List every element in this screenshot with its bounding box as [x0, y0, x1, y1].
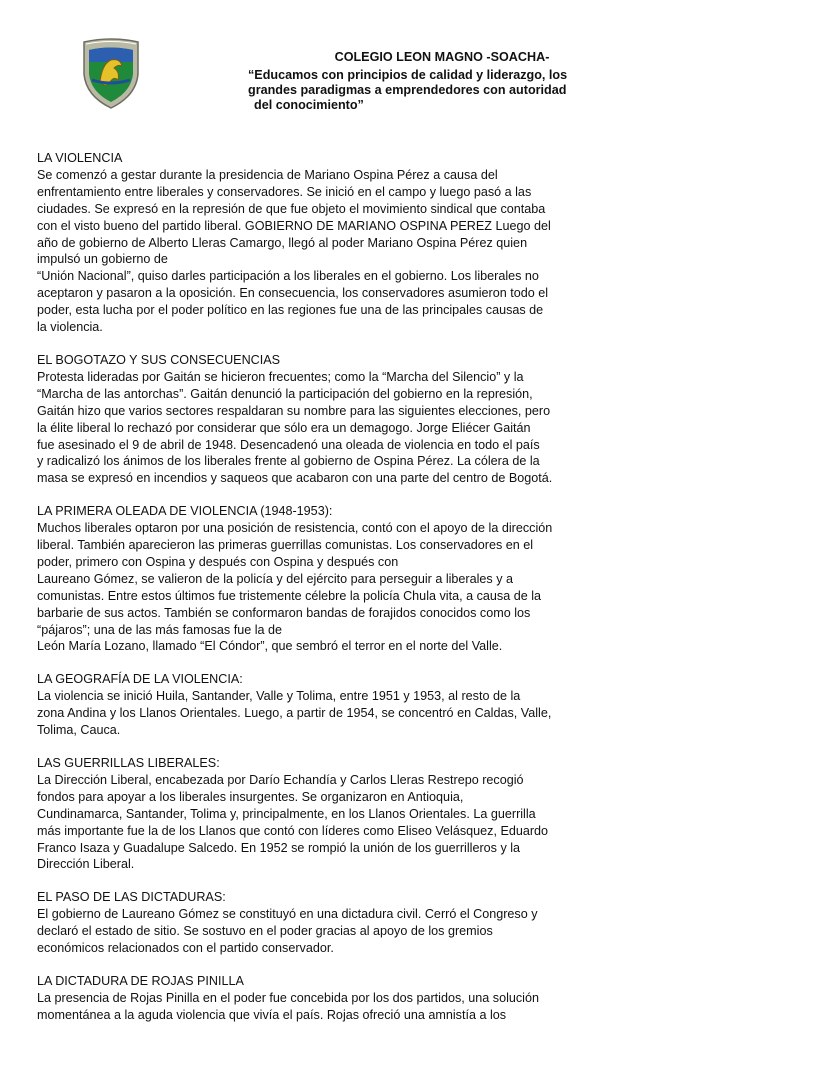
section-title: EL PASO DE LAS DICTADURAS:	[37, 890, 226, 905]
paragraph-line: “pájaros”; una de las más famosas fue la de	[37, 622, 283, 637]
paragraph-line: momentánea a la aguda violencia que vivía el país. Rojas ofreció una amnistía a los	[37, 1007, 507, 1022]
paragraph-line: la élite liberal lo rechazó por considerar que sólo era un demagogo. Jorge Eliécer Gaitán	[37, 420, 531, 435]
paragraph-line: León María Lozano, llamado “El Cóndor”, que sembró el terror en el norte del Valle.	[37, 639, 503, 654]
paragraph-line: liberal. También aparecieron las primeras guerrillas comunistas. Los conservadores en el	[37, 538, 534, 553]
section-la-violencia	[37, 150, 597, 336]
paragraph-line: poder, primero con Ospina y después con Ospina y después con	[37, 554, 399, 569]
paragraph-line: Muchos liberales optaron por una posición de resistencia, contó con el apoyo de la dirección	[37, 521, 553, 536]
section-paso-dictaduras	[37, 889, 597, 957]
section-title: LAS GUERRILLAS LIBERALES:	[37, 756, 220, 770]
section-title: LA DICTADURA DE ROJAS PINILLA	[37, 973, 244, 988]
paragraph-line: poder, esta lucha por el poder político en las regiones fue una de las principales causas de	[37, 303, 544, 318]
section-geografia	[37, 671, 597, 739]
paragraph-line: fue asesinado el 9 de abril de 1948. Desencadenó una oleada de violencia en todo el país	[37, 437, 540, 452]
section-guerrillas-liberales	[37, 755, 597, 873]
paragraph-line: barbarie de sus actos. También se conformaron bandas de forajidos conocidos como los	[37, 605, 531, 620]
paragraph-line: zona Andina y los Llanos Orientales. Luego, a partir de 1954, se concentró en Caldas, Valle,	[37, 706, 552, 721]
paragraph-line: Gaitán hizo que varios sectores respaldaran su nombre para las siguientes elecciones, pero	[37, 403, 551, 418]
paragraph-line: “Marcha de las antorchas”. Gaitán denunció la participación del gobierno en la represión,	[37, 386, 533, 401]
paragraph-line: La Dirección Liberal, encabezada por Darío Echandía y Carlos Lleras Restrepo recogió	[37, 772, 524, 787]
paragraph-line: ciudades. Se expresó en la represión de que fue objeto el movimiento sindical que contaba	[37, 201, 546, 216]
paragraph-line: Protesta lideradas por Gaitán se hicieron frecuentes; como la “Marcha del Silencio” y la	[37, 369, 524, 384]
paragraph-line: La violencia se inició Huila, Santander, Valle y Tolima, entre 1951 y 1953, al resto de la	[37, 689, 521, 704]
section-title: LA PRIMERA OLEADA DE VIOLENCIA (1948-1953):	[37, 504, 333, 519]
school-name: COLEGIO LEON MAGNO -SOACHA-	[334, 50, 550, 64]
paragraph-line: Franco Isaza y Guadalupe Salcedo. En 1952 se rompió la unión de los guerrilleros y la	[37, 840, 521, 855]
paragraph-line: y radicalizó los ánimos de los liberales frente al gobierno de Ospina Pérez. La cólera de la	[37, 454, 540, 469]
school-title-block	[248, 50, 608, 113]
section-title: LA VIOLENCIA	[37, 151, 123, 165]
section-title: EL BOGOTAZO Y SUS CONSECUENCIAS	[37, 352, 281, 367]
document-body	[37, 150, 597, 1040]
section-title: LA GEOGRAFÍA DE LA VIOLENCIA:	[37, 672, 243, 687]
motto-line: “Educamos con principios de calidad y liderazgo, los	[248, 68, 568, 82]
paragraph-line: con el visto bueno del partido liberal. GOBIERNO DE MARIANO OSPINA PEREZ Luego del	[37, 218, 551, 233]
section-primera-oleada	[37, 503, 597, 655]
paragraph-line: La presencia de Rojas Pinilla en el poder fue concebida por los dos partidos, una solución	[37, 990, 539, 1005]
paragraph-line: enfrentamiento entre liberales y conservadores. Se inició en el campo y luego pasó a las	[37, 184, 532, 199]
paragraph-line: masa se expresó en incendios y saqueos que acabaron con una parte del centro de Bogotá.	[37, 471, 553, 486]
paragraph-line: Laureano Gómez, se valieron de la policía y del ejército para perseguir a liberales y a	[37, 571, 514, 586]
paragraph-line: impulsó un gobierno de	[37, 252, 168, 267]
paragraph-line: la violencia.	[37, 320, 103, 335]
paragraph-line: Dirección Liberal.	[37, 857, 135, 872]
paragraph-line: comunistas. Entre estos últimos fue tristemente célebre la policía Chula vita, a causa de la	[37, 588, 542, 603]
paragraph-line: Tolima, Cauca.	[37, 723, 121, 738]
paragraph-line: aceptaron y pasaron a la oposición. En consecuencia, los conservadores asumieron todo el	[37, 286, 549, 301]
paragraph-line: económicos relacionados con el partido conservador.	[37, 941, 334, 956]
paragraph-line: Se comenzó a gestar durante la presidencia de Mariano Ospina Pérez a causa del	[37, 167, 498, 182]
school-motto	[248, 68, 608, 113]
paragraph-line: fondos para apoyar a los liberales insurgentes. Se organizaron en Antioquia,	[37, 789, 464, 804]
school-crest-icon	[80, 36, 142, 110]
paragraph-line: Cundinamarca, Santander, Tolima y, principalmente, en los Llanos Orientales. La guerrilla	[37, 806, 536, 821]
paragraph-line: año de gobierno de Alberto Lleras Camargo, llegó al poder Mariano Ospina Pérez quien	[37, 235, 528, 250]
section-bogotazo	[37, 352, 597, 487]
paragraph-line: más importante fue la de los Llanos que contó con líderes como Eliseo Velásquez, Eduardo	[37, 823, 549, 838]
motto-line: del conocimiento”	[254, 98, 364, 112]
paragraph-line: “Unión Nacional”, quiso darles participación a los liberales en el gobierno. Los liberales no	[37, 269, 539, 284]
section-rojas-pinilla	[37, 973, 597, 1024]
motto-line: grandes paradigmas a emprendedores con autoridad	[248, 83, 567, 97]
paragraph-line: declaró el estado de sitio. Se sostuvo en el poder gracias al apoyo de los gremios	[37, 924, 493, 939]
document-header	[0, 0, 828, 140]
paragraph-line: El gobierno de Laureano Gómez se constituyó en una dictadura civil. Cerró el Congreso y	[37, 907, 538, 922]
